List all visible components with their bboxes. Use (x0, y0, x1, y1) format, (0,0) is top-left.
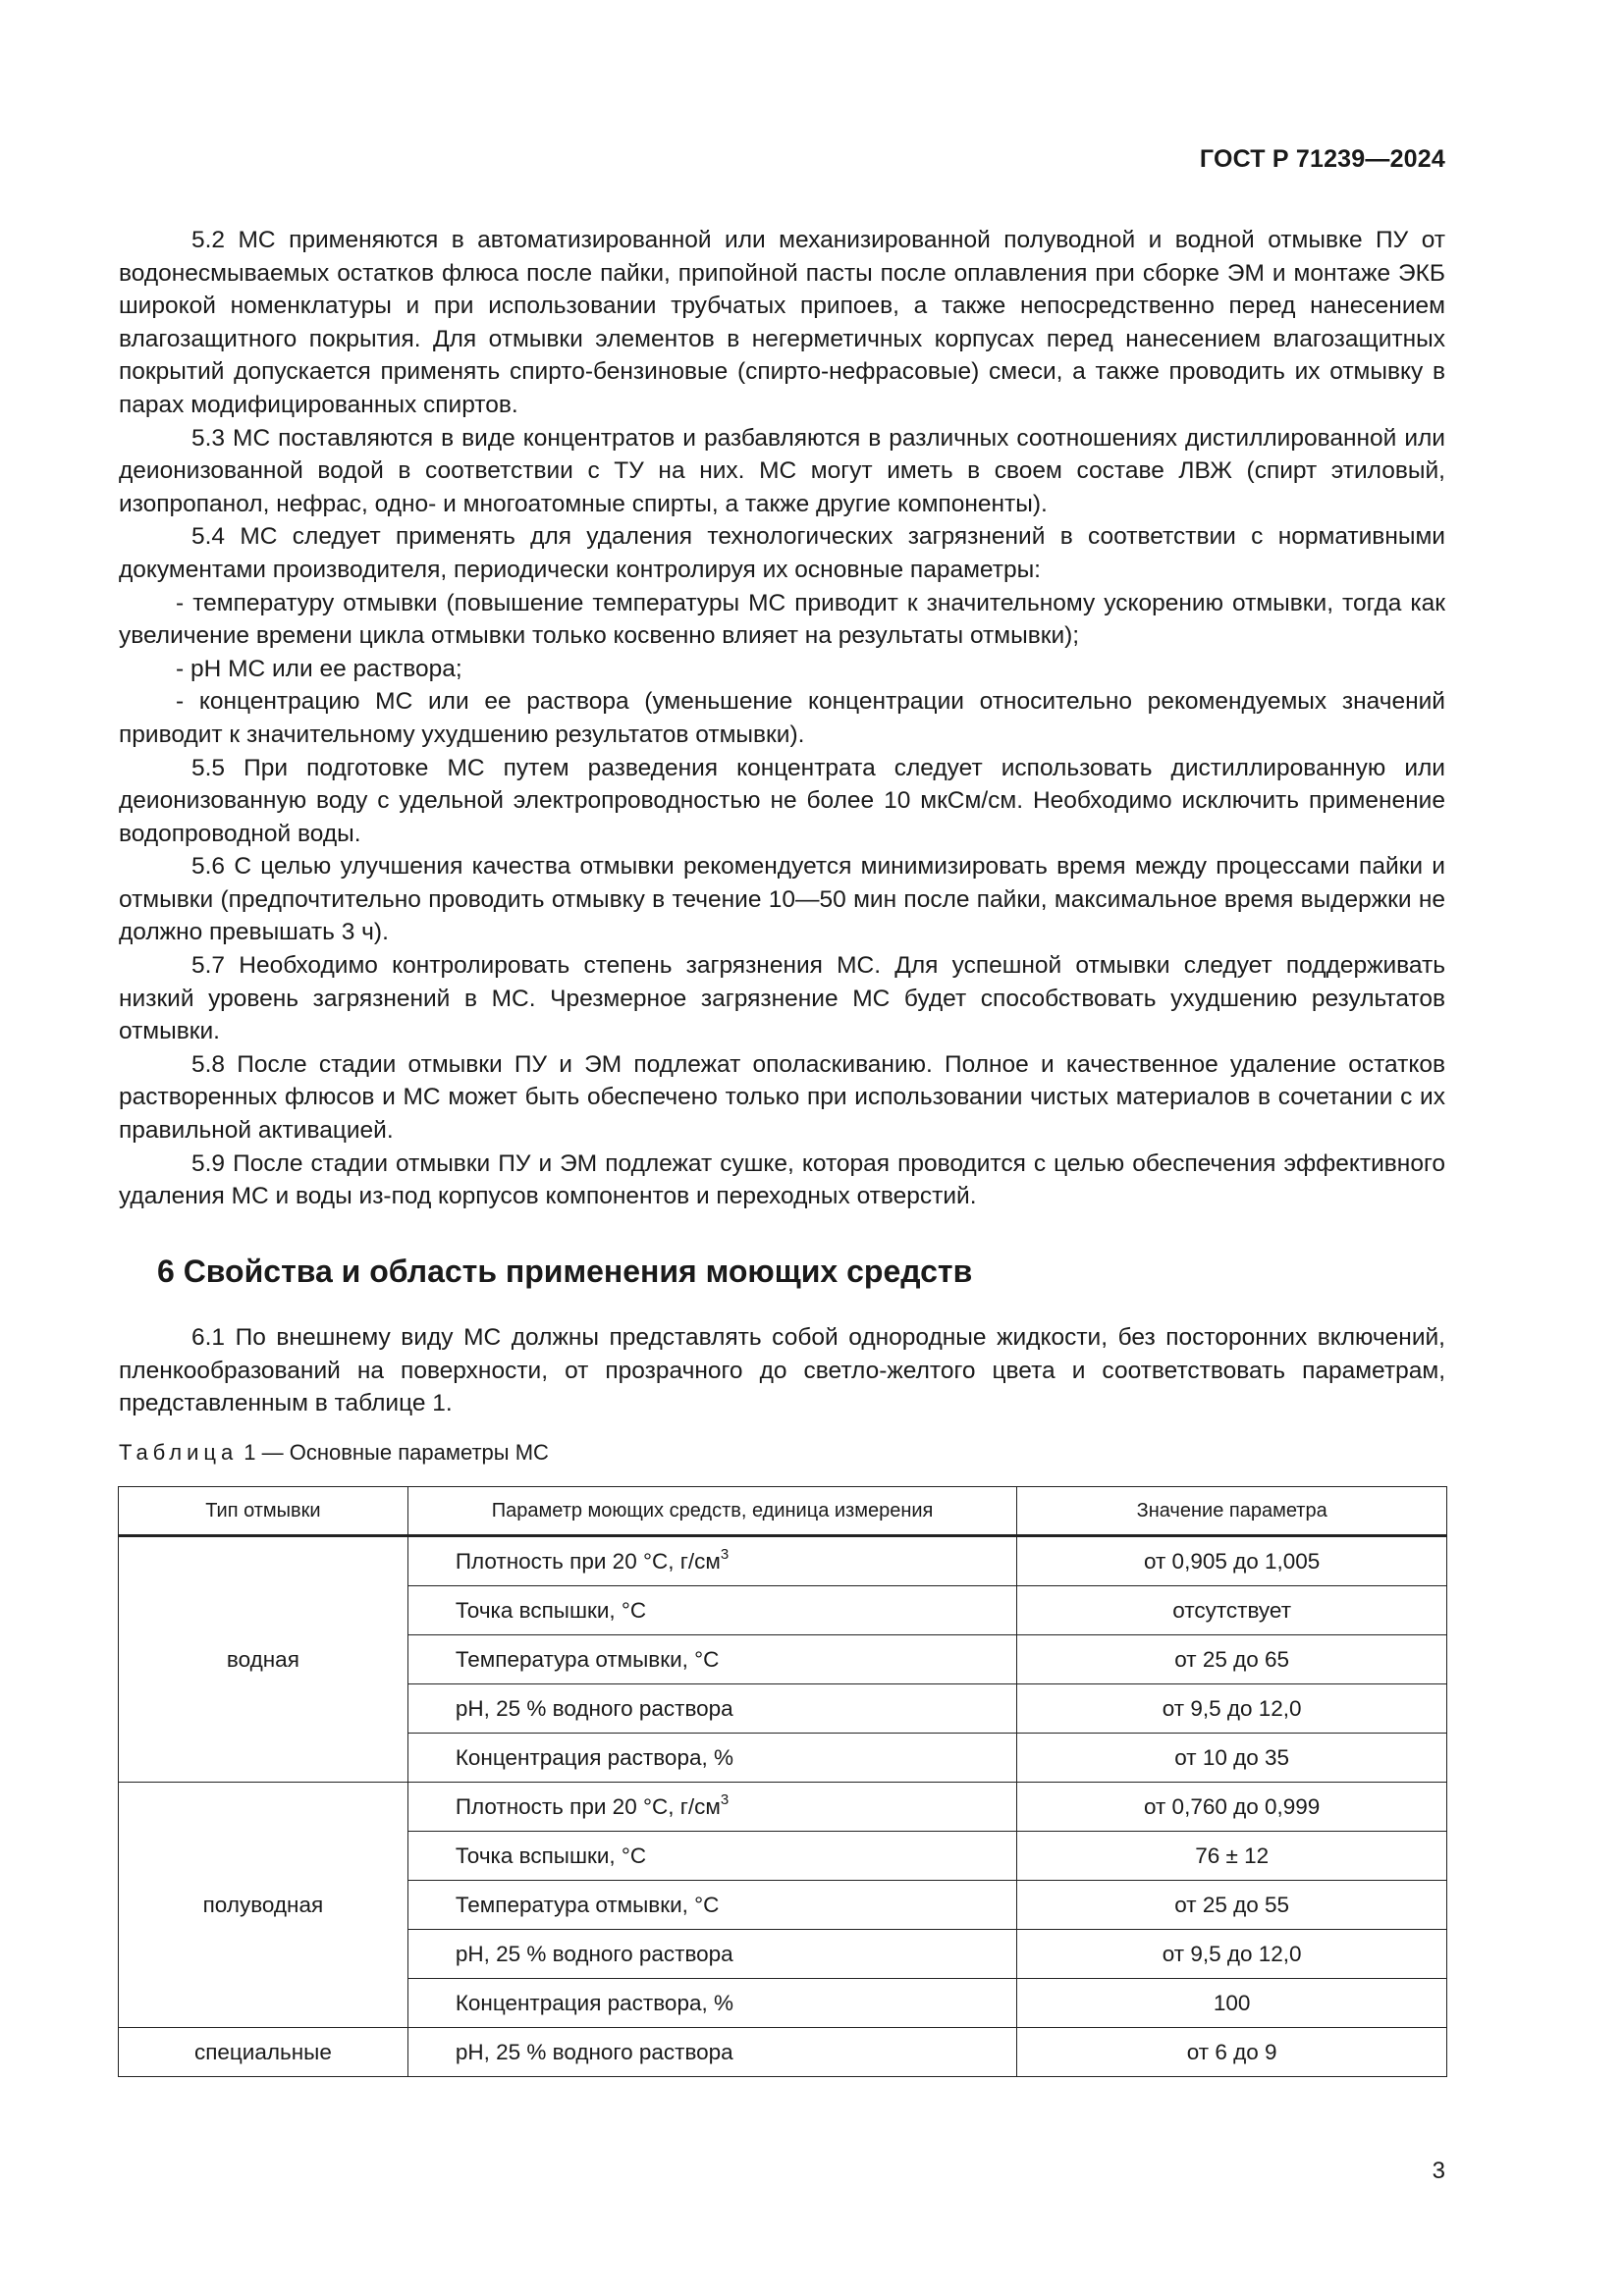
value-cell: 76 ± 12 (1017, 1832, 1447, 1881)
param-cell: Концентрация раствора, % (407, 1734, 1017, 1783)
table-header-row (119, 1487, 1447, 1536)
paragraph-5-4: 5.4 МС следует применять для удаления технологических загрязнений в соответствии с нормативными документами производителя, периодически контролируя их основные параметры: (119, 523, 1445, 583)
param-cell: pH, 25 % водного раствора (407, 1930, 1017, 1979)
list-item-ph: - pH МС или ее раствора; (176, 655, 462, 682)
page-number: 3 (1432, 2158, 1445, 2184)
section-6-title: 6 Свойства и область применения моющих средств (157, 1254, 973, 1289)
paragraph-6-1: 6.1 По внешнему виду МС должны представлять собой однородные жидкости, без посторонних включений, пленкообразований на поверхности, от прозрачного до светло-желтого цвета и соответствовать параметрам, представленным в таблице 1. (119, 1324, 1445, 1417)
value-cell: от 25 до 55 (1017, 1881, 1447, 1930)
paragraph-5-7: 5.7 Необходимо контролировать степень загрязнения МС. Для успешной отмывки следует поддерживать низкий уровень загрязнений в МС. Чрезмерное загрязнение МС будет способствовать ухудшению результатов отмывки. (119, 952, 1445, 1045)
parameters-table (118, 1486, 1447, 2077)
value-cell: от 25 до 65 (1017, 1635, 1447, 1684)
paragraph-5-9: 5.9 После стадии отмывки ПУ и ЭМ подлежат сушке, которая проводится с целью обеспечения эффективного удаления МС и воды из-под корпусов компонентов и переходных отверстий. (119, 1149, 1445, 1210)
param-cell: pH, 25 % водного раствора (407, 2028, 1017, 2077)
header-type: Тип отмывки (119, 1487, 408, 1536)
header-value: Значение параметра (1017, 1487, 1447, 1536)
value-cell: от 10 до 35 (1017, 1734, 1447, 1783)
param-cell: Температура отмывки, °С (407, 1635, 1017, 1684)
value-cell: отсутствует (1017, 1586, 1447, 1635)
value-cell: от 0,905 до 1,005 (1017, 1536, 1447, 1586)
section-5-body (119, 224, 1445, 1213)
param-cell: Точка вспышки, °С (407, 1832, 1017, 1881)
table-caption-title: 1 — Основные параметры МС (244, 1440, 549, 1465)
list-item-concentration: - концентрацию МС или ее раствора (уменьшение концентрации относительно рекомендуемых значений приводит к значительному ухудшению результатов отмывки). (119, 688, 1445, 748)
list-item-temperature: - температуру отмывки (повышение температуры МС приводит к значительному ускорению отмывки, тогда как увеличение времени цикла отмывки только косвенно влияет на результаты отмывки); (119, 589, 1445, 650)
value-cell: от 9,5 до 12,0 (1017, 1930, 1447, 1979)
param-cell: pH, 25 % водного раствора (407, 1684, 1017, 1734)
value-cell: от 0,760 до 0,999 (1017, 1783, 1447, 1832)
table-caption-label: Таблица (119, 1440, 239, 1465)
paragraph-5-6: 5.6 С целью улучшения качества отмывки рекомендуется минимизировать время между процессами пайки и отмывки (предпочтительно проводить отмывку в течение 10—50 мин после пайки, максимальное время выдержки не должно превышать 3 ч). (119, 853, 1445, 946)
param-cell: Точка вспышки, °С (407, 1586, 1017, 1635)
param-cell: Плотность при 20 °С, $г/см^3$ (407, 1536, 1017, 1586)
param-cell: Температура отмывки, °С (407, 1881, 1017, 1930)
type-cell-water: водная (119, 1536, 408, 1783)
table-row (119, 2028, 1447, 2077)
table-caption (119, 1440, 549, 1466)
table-row (119, 1783, 1447, 1832)
value-cell: от 6 до 9 (1017, 2028, 1447, 2077)
paragraph-5-3: 5.3 МС поставляются в виде концентратов и разбавляются в различных соотношениях дистиллированной или деионизованной водой в соответствии с ТУ на них. МС могут иметь в своем составе ЛВЖ (спирт этиловый, изопропанол, нефрас, одно- и многоатомные спирты, а также другие компоненты). (119, 424, 1445, 517)
table-row (119, 1536, 1447, 1586)
header-parameter: Параметр моющих средств, единица измерения (407, 1487, 1017, 1536)
value-cell: 100 (1017, 1979, 1447, 2028)
document-standard-id: ГОСТ Р 71239—2024 (1199, 145, 1445, 173)
value-cell: от 9,5 до 12,0 (1017, 1684, 1447, 1734)
paragraph-5-2: 5.2 МС применяются в автоматизированной или механизированной полуводной и водной отмывке ПУ от водонесмываемых остатков флюса после пайки, припойной пасты после оплавления при сборке ЭМ и монтаже ЭКБ широкой номенклатуры и при использовании трубчатых припоев, а также непосредственно перед нанесением влагозащитного покрытия. Для отмывки элементов в негерметичных корпусах перед нанесением влагозащитных покрытий допускается применять спирто-бензиновые (спирто-нефрасовые) смеси, а также проводить их отмывку в парах модифицированных спиртов. (119, 227, 1445, 418)
paragraph-5-5: 5.5 При подготовке МС путем разведения концентрата следует использовать дистиллированную или деионизованную воду с удельной электропроводностью не более 10 мкСм/см. Необходимо исключить применение водопроводной воды. (119, 754, 1445, 847)
type-cell-special: специальные (119, 2028, 408, 2077)
param-cell: Плотность при 20 °С, $г/см^3$ (407, 1783, 1017, 1832)
type-cell-semi-water: полуводная (119, 1783, 408, 2028)
paragraph-5-8: 5.8 После стадии отмывки ПУ и ЭМ подлежат ополаскиванию. Полное и качественное удаление остатков растворенных флюсов и МС может быть обеспечено только при использовании чистых материалов в сочетании с их правильной активацией. (119, 1050, 1445, 1145)
param-cell: Концентрация раствора, % (407, 1979, 1017, 2028)
